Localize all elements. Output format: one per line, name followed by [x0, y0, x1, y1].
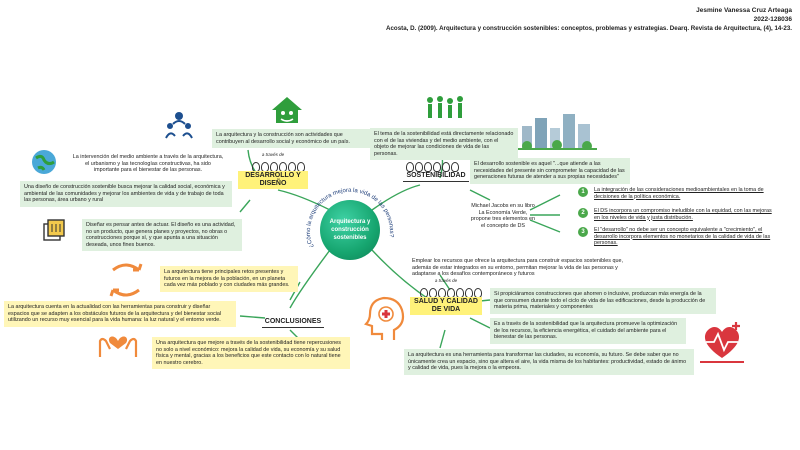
text-conclusiones-2: La arquitectura cuenta en la actualidad con las herramientas para construir y diseñar espacios que se adapten a los obstáculos futuros de la arquitectura y del bienestar social utilizando un recurso muy esencial para la vida humana: la luz natural y el entorno verde.	[4, 301, 236, 327]
text-sostenibilidad-item-1: La integración de las consideraciones medioambientales en la toma de decisiones de la política económica.	[594, 187, 764, 200]
mind-health-icon	[364, 296, 408, 342]
heart-pulse-icon	[698, 318, 746, 364]
text-conclusiones-3: Una arquitectura que mejore a través de la sostenibilidad tiene repercusiones no solo a nivel económico: mejora la calidad de vida, su economía y su salud física y mental, gracias a los beneficios que este contacto con lo natural tiene en nuestro cerebro.	[152, 337, 350, 369]
node-conclusiones	[258, 310, 328, 328]
text-sostenibilidad-2: El desarrollo sostenible es aquel "...que atiende a las necesidades del presente sin comprometer la capacidad de las generaciones futuras de atender a sus propias necesidades"	[470, 158, 630, 184]
node-sostenibilidad-label: SOSTENIBILIDAD	[403, 171, 468, 182]
item-number-2: 2	[578, 208, 588, 218]
center-arc-text	[295, 175, 405, 285]
text-sostenibilidad-3: Michael Jacobs en su libro La Economía Verde, propone tres elementos en el concepto de DS	[470, 203, 536, 229]
center-title: Arquitectura y construcción sostenibles	[329, 219, 371, 241]
text-salud-3: Es a través de la sostenibilidad que la arquitectura promueve la optimización de los recursos, la eficiencia energética, el cuidado del ambiente para el bienestar de las personas.	[490, 318, 686, 344]
center-question: ¿Cómo la arquitectura mejora la vida de las personas?	[305, 187, 395, 249]
text-conclusiones-1: La arquitectura tiene principales retos presentes y futuros en la mejora de la población, en un planeta cada vez más poblado y con ciudades más grandes.	[160, 266, 298, 292]
node-desarrollo	[238, 152, 308, 190]
text-sostenibilidad-1: El tema de la sostenibilidad está directamente relacionado con el de las viviendas y del medio ambiente, con el objeto de mejorar las condiciones de vida de las personas.	[370, 128, 518, 160]
community-icon	[163, 108, 195, 140]
text-salud-1: Emplear los recursos que ofrece la arquitectura para construir espacios sostenibles que, además de estar integrados en su entorno, permitan mejorar la vida de las personas y adaptarse a los desafíos contemporáneos y futuros	[412, 258, 623, 278]
text-sostenibilidad-item-2: El DS incorpora un compromiso ineludible con la equidad, con las mejoras en los niveles de vida y justa distribución.	[594, 208, 772, 221]
text-sostenibilidad-item-3: El "desarrollo" no debe ser un concepto equivalente a "crecimiento", el desarrollo incorpora elementos no monetarios de la calidad de vida de las personas.	[594, 227, 771, 247]
node-desarrollo-via: a través de	[261, 152, 285, 157]
node-salud-via: a través de	[434, 278, 458, 283]
text-salud-2: Si propiciáramos construcciones que ahorren o inclusive, produzcan más energía de la que consumen durante todo el ciclo de vida de las edificaciones, desde la producción de materia prima, materiales y componentes	[490, 288, 716, 314]
student-id: 2022-128036	[753, 16, 792, 23]
cycle-arrows-icon	[105, 262, 147, 298]
green-city-icon	[517, 108, 597, 150]
text-desarrollo-3: Una diseño de construcción sostenible busca mejorar la calidad social, económica y ambiental de las comunidades y mejorar los ambientes de vida y de trabajo de toda las personas, área urbano y rural	[20, 181, 232, 207]
text-desarrollo-4: Diseñar es pensar antes de actuar. El diseño es una actividad, no un producto, que genera planes y proyectos, no obras o construcciones porque sí, y que apunta a una situación deseada, unos fines buenos.	[82, 219, 242, 251]
text-desarrollo-2: La intervención del medio ambiente a través de la arquitectura, el urbanismo y las tecnologías constructivas, ha sido importante para el bienestar de las personas.	[72, 154, 224, 174]
house-icon	[270, 95, 304, 125]
item-number-1: 1	[578, 187, 588, 197]
text-salud-4: La arquitectura es una herramienta para transformar las ciudades, su economía, su futuro. Se debe saber que no únicamente crea un espacio, sino que altera el aire, la vida misma de los habitantes: productividad, estado de ánimo y calidad de vida, pues la mejora o la empeora.	[404, 349, 694, 375]
people-celebrating-icon	[424, 95, 469, 123]
blueprint-icon	[42, 218, 68, 242]
node-desarrollo-label: DESARROLLO Y DISEÑO	[238, 171, 308, 189]
node-salud	[410, 278, 482, 316]
citation: Acosta, D. (2009). Arquitectura y construcción sostenibles: conceptos, problemas y estrategias. Dearq. Revista de Arquitectura, (4), 14-23.	[386, 25, 792, 32]
author-name: Jesmine Vanessa Cruz Arteaga	[696, 7, 792, 14]
globe-plant-icon	[30, 148, 58, 176]
item-number-3: 3	[578, 227, 588, 237]
text-desarrollo-1: La arquitectura y la construcción son actividades que contribuyen al desarrollo social y económico de un país.	[212, 129, 370, 148]
hands-heart-icon	[96, 327, 140, 359]
node-salud-label: SALUD Y CALIDAD DE VIDA	[410, 297, 482, 315]
svg-text:¿Cómo la arquitectura mejora l	[306, 188, 394, 249]
node-conclusiones-label: CONCLUSIONES	[262, 317, 324, 328]
